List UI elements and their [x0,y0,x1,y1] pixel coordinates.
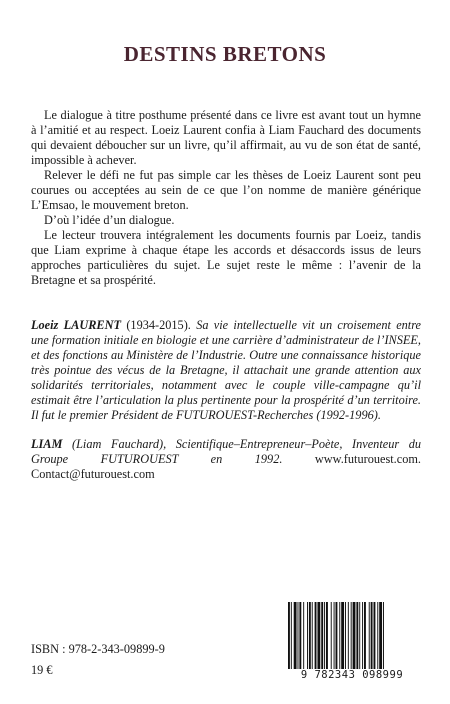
author-bio-liam [31,437,421,482]
barcode-bar [312,602,313,672]
barcode-bar [299,602,301,672]
author-dates: (1934-2015). [126,318,191,332]
barcode-bar [353,602,356,672]
barcode-bar [334,602,335,672]
barcode-bar [359,602,360,672]
barcode-bar [383,602,384,672]
barcode-bar [324,602,325,672]
barcode-bar [291,602,292,672]
barcode-bar [362,602,363,672]
barcode-bar [294,602,297,672]
barcode-bar [288,602,290,672]
barcode-bar [317,602,320,672]
barcode-bar [307,602,308,672]
contact-info: www.futurouest.com. Contact@futurouest.com [31,452,421,481]
barcode-bar [298,602,299,672]
author-bio-text: (Liam Fauchard), Scientifique–Entrepreneur–Poète, Inventeur du Groupe FUTUROUEST en 1992. [31,437,421,466]
author-name: LIAM [31,437,63,451]
barcode-bar [364,602,366,672]
barcode-bar [321,602,323,672]
barcode-bar [379,602,382,672]
barcode-bar [331,602,332,672]
book-title: DESTINS BRETONS [123,42,327,66]
barcode-bar [351,602,352,672]
author-bio-text: Sa vie intellectuelle vit un croisement entre une formation initiale en biologie et une carrière d’administrateur de l’INSEE, et des fonctions au Ministère de l’Industrie. Outre une connaissance historique très pointue des vécus de la Bretagne, il attachait une grande attention aux solidarités territoriales, notamment avec le couple ville-campagne qu’il estimait être l’articulation la plus pertinente pour la prospérité d’un territoire. Il fut le premier Président de FUTUROUEST-Recherches (1992-1996). [31,318,422,422]
description-paragraph: Relever le défi ne fut pas simple car les thèses de Loeiz Laurent sont peu courues ou acceptées au sein de ce que l’on nomme de manière générique L’Emsao, le mouvement breton. [31,168,421,212]
barcode-bar [339,602,340,672]
author-bios [31,318,421,482]
barcode-bar [371,602,373,672]
barcode-digits: 9 782343 098999 [282,669,422,681]
barcode-bar [336,602,338,672]
barcode-bar [356,602,358,672]
barcode-bar [345,602,346,672]
barcode-bar [374,602,376,672]
author-name: Loeiz LAURENT [31,318,122,332]
book-description [31,108,421,288]
barcode-bar [369,602,370,672]
description-paragraph: Le dialogue à titre posthume présenté dans ce livre est avant tout un hymne à l’amitié et au respect. Loeiz Laurent confia à Liam Fauchard des documents qui devaient déboucher sur un livre, qu’il affirmait, au vu de son état de santé, impossible à achever. [31,108,421,167]
barcode-bar [315,602,317,672]
barcode-bar [348,602,349,672]
barcode-bar [303,602,304,672]
isbn-label: ISBN : 978-2-343-09899-9 [31,642,165,656]
price-label: 19 € [31,663,53,677]
barcode-bar [341,602,344,672]
author-bio-loeiz [31,318,421,423]
barcode-bar [326,602,328,672]
barcode-bar [309,602,311,672]
description-paragraph: Le lecteur trouvera intégralement les documents fournis par Loeiz, tandis que Liam exprime à chaque étape les accords et désaccords issus de leurs approches particulières du sujet. Le sujet reste le même : l’avenir de la Bretagne et sa prospérité. [31,228,421,287]
description-paragraph: D’où l’idée d’un dialogue. [44,213,175,227]
barcode-bar [377,602,378,672]
